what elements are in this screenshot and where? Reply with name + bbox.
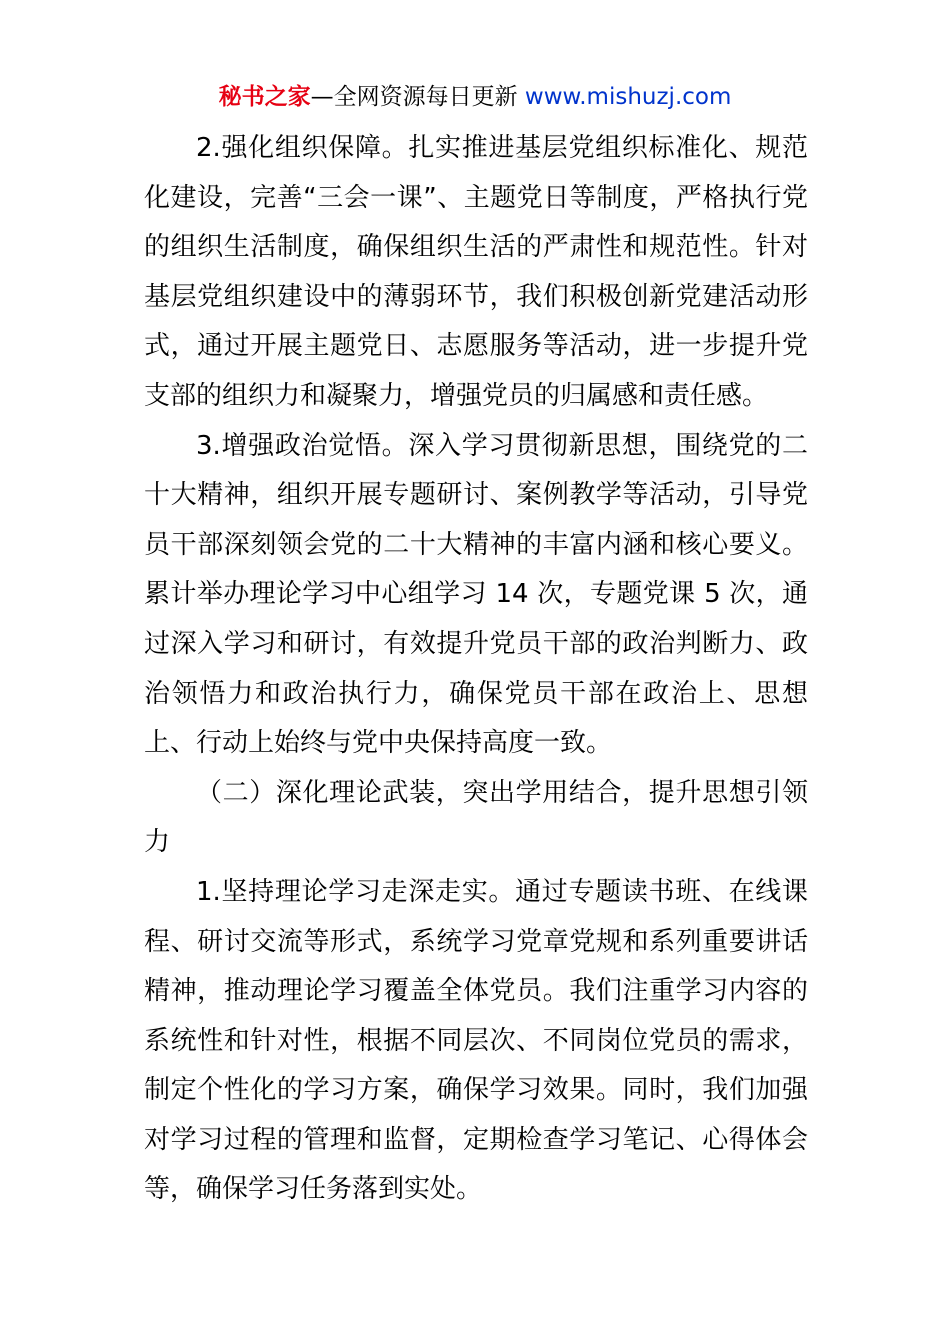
site-url-link[interactable]: www.mishuzj.com — [524, 84, 732, 110]
paragraph-organization-guarantee: 2.强化组织保障。扎实推进基层党组织标准化、规范化建设，完善“三会一课”、主题党日等制度，严格执行党的组织生活制度，确保组织生活的严肃性和规范性。针对基层党组织建设中的薄弱环节，我们积极创新党建活动形式，通过开展主题党日、志愿服务等活动，进一步提升党支部的组织力和凝聚力，增强党员的归属感和责任感。 — [144, 133, 808, 411]
brand-name: 秘书之家 — [218, 84, 311, 110]
site-header — [0, 82, 950, 112]
header-tagline: —全网资源每日更新 — [310, 84, 518, 110]
section-heading-theory: （二）深化理论武装，突出学用结合，提升思想引领力 — [144, 777, 808, 858]
paragraph-political-awareness: 3.增强政治觉悟。深入学习贯彻新思想，围绕党的二十大精神，组织开展专题研讨、案例教学等活动，引导党员干部深刻领会党的二十大精神的丰富内涵和核心要义。累计举办理论学习中心组学习 14 次，专题党课 5 次，通过深入学习和研讨，有效提升党员干部的政治判断力、政治领悟力和政治执行力，确保党员干部在政治上、思想上、行动上始终与党中央保持高度一致。 — [144, 430, 808, 759]
paragraph-theory-study: 1.坚持理论学习走深走实。通过专题读书班、在线课程、研讨交流等形式，系统学习党章党规和系列重要讲话精神，推动理论学习覆盖全体党员。我们注重学习内容的系统性和针对性，根据不同层次、不同岗位党员的需求，制定个性化的学习方案，确保学习效果。同时，我们加强对学习过程的管理和监督，定期检查学习笔记、心得体会等，确保学习任务落到实处。 — [144, 876, 808, 1205]
document-body — [144, 124, 808, 1215]
